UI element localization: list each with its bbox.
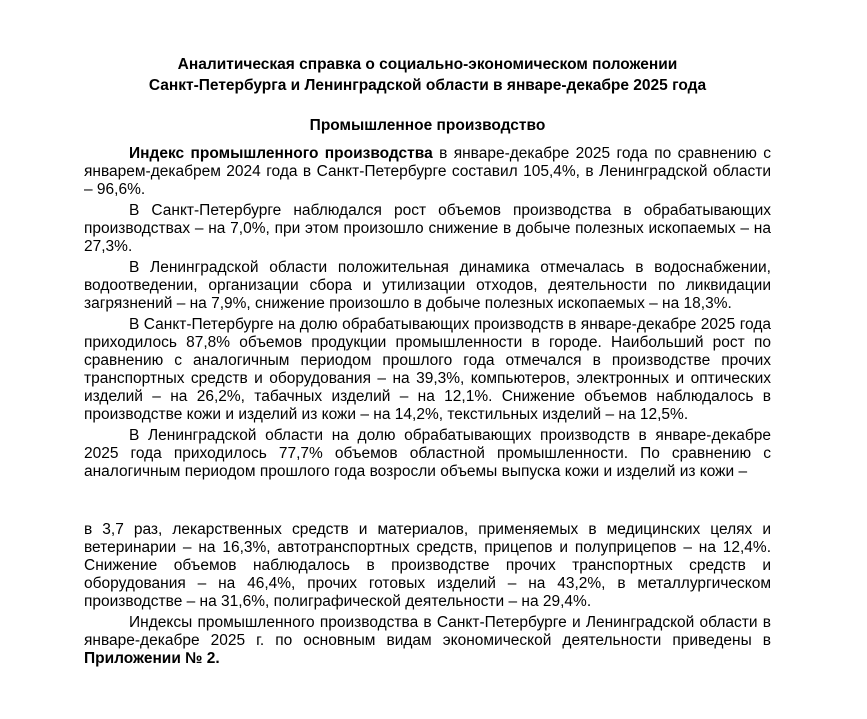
- industrial-index-text: в январе-декабре 2025 года по сравнению с январем-декабрем 2024 года в Санкт-Петербурге составил 105,4%, в Ленинградской области – 96,6%.: [84, 145, 771, 198]
- paragraph-industrial-index: [84, 145, 771, 199]
- paragraph-lo-dynamics: В Ленинградской области положительная динамика отмечалась в водоснабжении, водоотведении, организации сбора и утилизации отходов, деятельности по ликвидации загрязнений – на 7,9%, снижение произошло в добыче полезных ископаемых – на 18,3%.: [84, 259, 771, 313]
- document-title-line-2: Санкт-Петербурга и Ленинградской области в январе-декабре 2025 года: [148, 77, 707, 94]
- section-title: Промышленное производство: [309, 117, 546, 134]
- appendix-reference-text: Индексы промышленного производства в Санкт-Петербурге и Ленинградской области в январе-декабре 2025 г. по основным видам экономической деятельности приведены в: [84, 614, 771, 650]
- document-page: [84, 54, 771, 671]
- document-title: [84, 54, 771, 96]
- appendix-link[interactable]: Приложении № 2.: [84, 650, 220, 667]
- paragraph-lo-manufacturing: В Ленинградской области на долю обрабатывающих производств в январе-декабре 2025 года приходилось 77,7% объемов областной промышленности. По сравнению с аналогичным периодом прошлого года возросли объемы выпуска кожи и изделий из кожи –: [84, 427, 771, 480]
- paragraph-spb-growth: В Санкт-Петербурге наблюдался рост объемов производства в обрабатывающих производствах – на 7,0%, при этом произошло снижение в добыче полезных ископаемых – на 27,3%.: [84, 202, 771, 255]
- paragraph-appendix-reference: [84, 614, 771, 668]
- industrial-index-term: Индекс промышленного производства: [129, 145, 433, 162]
- paragraph-lo-manufacturing-continued: в 3,7 раз, лекарственных средств и материалов, применяемых в медицинских целях и ветеринарии – на 16,3%, автотранспортных средств, прицепов и полуприцепов – на 12,4%. Снижение объемов наблюдалось в производстве прочих транспортных средств и оборудования – на 46,4%, прочих готовых изделий – на 43,2%, в металлургическом производстве – на 31,6%, полиграфической деятельности – на 29,4%.: [84, 521, 771, 610]
- paragraph-spb-manufacturing: В Санкт-Петербурге на долю обрабатывающих производств в январе-декабре 2025 года приходилось 87,8% объемов продукции промышленности в городе. Наибольший рост по сравнению с аналогичным периодом прошлого года отмечался в производстве прочих транспортных средств и оборудования – на 39,3%, компьютеров, электронных и оптических изделий – на 26,2%, табачных изделий – на 12,1%. Снижение объемов наблюдалось в производстве кожи и изделий из кожи – на 14,2%, текстильных изделий – на 12,5%.: [84, 316, 771, 423]
- document-title-line-1: Аналитическая справка о социально-экономическом положении: [177, 56, 678, 73]
- page-break-gap: [84, 484, 771, 521]
